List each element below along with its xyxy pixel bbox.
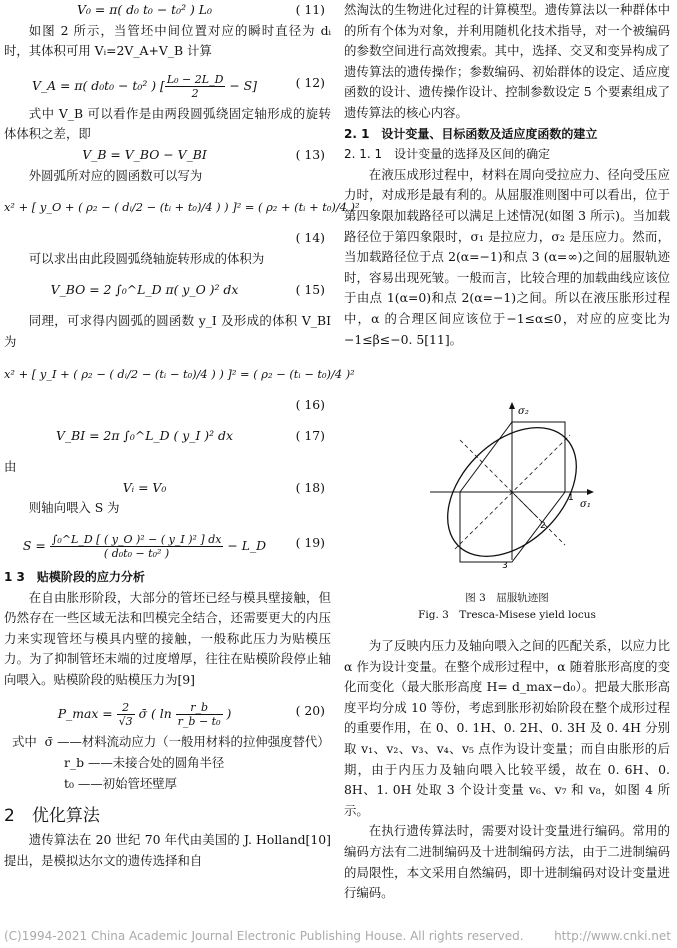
footer-watermark bbox=[0, 928, 677, 948]
equation-17-body: V_BI = 2π ∫₀^L_D ( y_I )² dx bbox=[56, 428, 233, 444]
equation-20-frac2-den: r_b − t₀ bbox=[177, 715, 221, 729]
point-3-label: 3 bbox=[502, 561, 508, 568]
sigma2-label: σ₂ bbox=[518, 406, 529, 417]
section-heading-2-1-1: 2. 1. 1 设计变量的选择及区间的确定 bbox=[344, 147, 551, 162]
equation-19-number: ( 19) bbox=[295, 534, 325, 550]
paragraph: 在执行遗传算法时，需要对设计变量进行编码。常用的编码方法有二进制编码及十进制编码方法，由于二进制编码的局限性，本文采用自然编码，即十进制编码对设计变量进行编码。 bbox=[344, 823, 670, 901]
equation-13 bbox=[4, 145, 331, 166]
equation-20-tail: ) bbox=[226, 706, 232, 722]
equation-20 bbox=[4, 690, 331, 732]
section-heading-2: 2 优化算法 bbox=[4, 806, 100, 827]
equation-20-frac2-num: r_b bbox=[176, 701, 223, 715]
equation-13-body: V_B = V_BO − V_BI bbox=[82, 146, 207, 162]
paragraph: 在自由胀形阶段，大部分的管坯已经与模具壁接触，但仍然存在一些区域无法和凹模完全结合，还需要更大的内压力来实现管坯与模具内壁的接触，一般称此压力为贴模压力。为了抑制管坯末端的过度增厚，往往在贴模阶段停止轴向喂入。贴模阶段的贴模压力为[9] bbox=[4, 589, 331, 687]
definition-text: ——材料流动应力（一般用材料的拉伸强度替代） bbox=[57, 734, 330, 750]
definition-symbol: r_b bbox=[64, 755, 85, 771]
equation-16-number: ( 16) bbox=[295, 396, 325, 412]
equation-19 bbox=[4, 519, 331, 567]
equation-19-frac-num: ∫₀^L_D [ ( y_O )² − ( y_I )² ] dx bbox=[51, 532, 222, 546]
equation-19-tail: − L_D bbox=[227, 537, 267, 553]
equation-20-number: ( 20) bbox=[295, 703, 325, 719]
paragraph: 外圆弧所对应的圆函数可以写为 bbox=[28, 167, 203, 183]
equation-15-number: ( 15) bbox=[295, 282, 325, 298]
copyright-notice: (C)1994-2021 China Academic Journal Electronic Publishing House. All rights reserved. bbox=[4, 929, 524, 943]
equation-16-body: x² + [ y_I + ( ρ₂ − ( dᵢ/2 − (tᵢ − t₀)/4 ) ) ]² = ( ρ₂ − (tᵢ − t₀)/4 )² bbox=[4, 366, 355, 381]
definition-item bbox=[4, 732, 331, 753]
arrow-head-icon bbox=[587, 489, 594, 495]
yield-locus-figure bbox=[430, 400, 595, 568]
equation-12-number: ( 12) bbox=[295, 74, 325, 90]
definition-item bbox=[4, 774, 331, 795]
arrow-head-icon bbox=[509, 402, 515, 409]
equation-12: V_A = π( d₀t₀ − t₀² ) [ $\frac{\text{L₀ − 2L\_D}}{2}$ − S] ( 12) bbox=[32, 72, 325, 100]
equation-14-body: x² + [ y_O + ( ρ₂ − ( dᵢ/2 − (tᵢ + t₀)/4 ) ) ]² = ( ρ₂ + (tᵢ + t₀)/4 )² bbox=[4, 200, 360, 215]
point-1-label: 1 bbox=[568, 493, 574, 503]
equation-18 bbox=[4, 478, 331, 499]
equation-11-number: ( 11) bbox=[295, 2, 325, 17]
equation-14-number: ( 14) bbox=[295, 230, 325, 246]
figure-caption-cn: 图 3 屈服轨迹图 bbox=[465, 592, 549, 604]
equation-17 bbox=[4, 415, 331, 457]
where-label: 式中 bbox=[12, 734, 37, 750]
paragraph: 则轴向喂入 S 为 bbox=[28, 500, 120, 516]
definition-symbol: σ̄ bbox=[44, 734, 54, 750]
paragraph: 为了反映内压力及轴向喂入之间的匹配关系，以应力比 α 作为设计变量。在整个成形过程中，α 随着胀形高度的变化而变化（最大胀形高度 H= d_max−d₀）。把最大胀形高度平均分成 10 等份，考虑到胀形初始阶段在整个成形过程的重要作用，在 0、0. 1H、0. 2H、0. 3H 及 0. 4H 分别取 v₁、v₂、v₃、v₄、v₅ 点作为设计变量；而自由胀形的后期，由于内压力及轴向喂入比较平缓，故在 0. 6H、0. 8H、1. 0H 处取 3 个设计变量 v₆、v₇ 和 v₈，如图 4 所示。 bbox=[344, 638, 670, 818]
definition-item bbox=[4, 753, 331, 774]
paragraph: 然淘汰的生物进化过程的计算模型。遗传算法以一种群体中的所有个体为对象，并利用随机化技术指导，对一个被编码的参数空间进行高效搜索。其中，选择、交叉和变异构成了遗传算法的遗传操作；参数编码、初始群体的设定、适应度函数的设计、遗传操作设计、控制参数设定 5 个要素组成了遗传算法的核心内容。 bbox=[344, 2, 670, 120]
equation-20-lhs: P_max = bbox=[57, 706, 113, 722]
cnki-link[interactable]: http://www.cnki.net bbox=[554, 929, 671, 943]
right-column-lower bbox=[344, 636, 670, 904]
equation-19-lhs: S = bbox=[22, 537, 46, 553]
equation-18-number: ( 18) bbox=[295, 479, 325, 495]
definition-symbol: t₀ bbox=[64, 775, 74, 791]
equation-20-frac-num: 2 bbox=[117, 701, 135, 715]
leader-line bbox=[512, 492, 538, 518]
left-column bbox=[4, 0, 360, 871]
equation-12-tail: − S bbox=[229, 77, 253, 93]
paragraph: 在液压成形过程中，材料在周向受拉应力、径向受压应力时，对成形是最有利的。从屈服准则图中可以看出，位于第四象限加载路径可以满足上述情况(如图 3 所示)。当加载路径位于第四象限时，σ₁ 是拉应力，σ₂ 是压应力。然而，当加载路径位于点 2(α=−1)和点 3 (α=∞)之间的屈服轨迹时，容易出现死皱。一般而言，比较合理的加载曲线应该位于由点 1(α=0)和点 2(α=−1)之间。所以在液压胀形过程中，α 的合理区间应该位于−1≤α≤0，对应的应变比为−1≤β≤−0. 5[11]。 bbox=[344, 166, 670, 347]
equation-18-body: Vᵢ = V₀ bbox=[122, 479, 167, 495]
equation-20-mid: σ̄ ( ln bbox=[138, 706, 172, 722]
point-2-label: 2 bbox=[540, 521, 546, 531]
equation-17-number: ( 17) bbox=[295, 428, 325, 444]
paragraph: 如图 2 所示，当管坯中间位置对应的瞬时直径为 dᵢ 时，其体积可用 Vᵢ=2V_A+V_B 计算 bbox=[4, 22, 331, 59]
definition-text: ——初始管坯壁厚 bbox=[77, 775, 178, 791]
section-heading-2-1: 2. 1 设计变量、目标函数及适应度函数的建立 bbox=[344, 126, 598, 141]
equation-11 bbox=[4, 0, 331, 21]
equation-12-lhs: V_A = π( d₀t₀ − t₀² ) bbox=[32, 77, 157, 93]
equation-11-body: V₀ = π( d₀ t₀ − t₀² ) L₀ bbox=[77, 2, 212, 17]
paragraph: 遗传算法在 20 世纪 70 年代由美国的 J. Holland[10] 提出，是模拟达尔文的遗传选择和自 bbox=[4, 832, 331, 868]
equation-16 bbox=[4, 353, 355, 395]
equation-19-frac-den: ( d₀t₀ − t₀² ) bbox=[103, 546, 170, 560]
definition-text: ——未接合处的圆角半径 bbox=[88, 755, 225, 771]
paragraph: 由 bbox=[4, 459, 17, 475]
equation-15 bbox=[4, 269, 331, 311]
equation-12-frac-num: L₀ − 2L_D bbox=[166, 72, 224, 86]
equation-14 bbox=[4, 186, 360, 228]
sigma1-label: σ₁ bbox=[580, 499, 591, 510]
paragraph: 式中 V_B 可以看作是由两段圆弧绕固定轴形成的旋转体体积之差，即 bbox=[4, 105, 331, 142]
paragraph: 同理，可求得内圆弧的圆函数 y_I 及形成的体积 V_BI 为 bbox=[4, 313, 331, 349]
section-heading-1-3: 1 3 贴模阶段的应力分析 bbox=[4, 569, 145, 584]
equation-15-body: V_BO = 2 ∫₀^L_D π( y_O )² dx bbox=[50, 282, 239, 298]
equation-12-frac-den: 2 bbox=[191, 86, 199, 100]
paragraph: 可以求出由此段圆弧绕轴旋转形成的体积为 bbox=[28, 250, 265, 266]
equation-20-frac-den: √3 bbox=[118, 715, 133, 729]
equation-13-number: ( 13) bbox=[295, 146, 325, 162]
right-column bbox=[344, 0, 670, 350]
figure-caption-en: Fig. 3 Tresca-Misese yield locus bbox=[418, 609, 596, 621]
